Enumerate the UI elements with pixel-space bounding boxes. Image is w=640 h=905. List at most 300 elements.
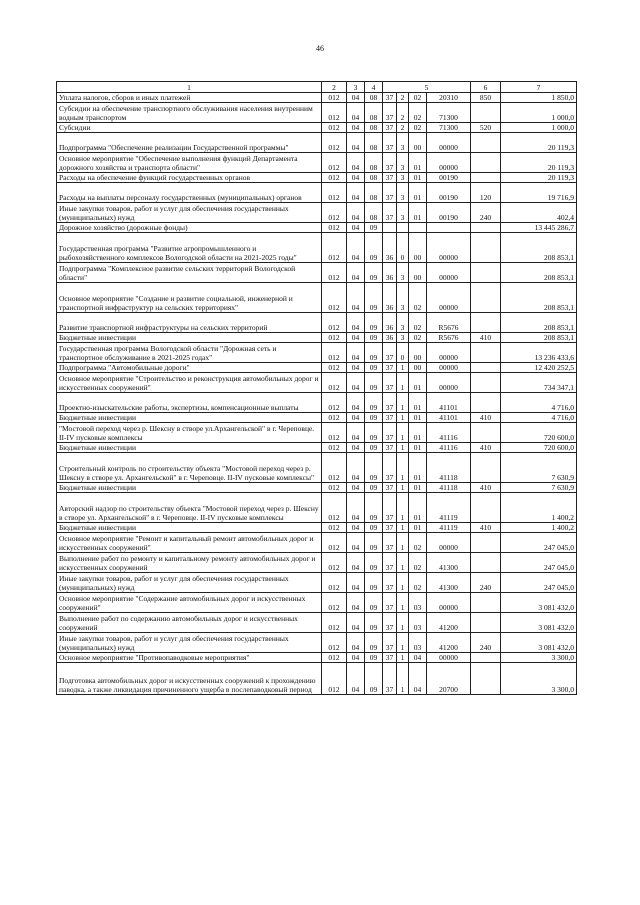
cell-c4: 09 — [365, 343, 383, 363]
cell-c6 — [471, 653, 501, 663]
cell-c7: 1 400,2 — [501, 523, 577, 533]
cell-c3: 04 — [347, 573, 365, 593]
cell-c2: 012 — [322, 93, 347, 103]
cell-c7: 3 300,0 — [501, 653, 577, 663]
cell-p2: 0 — [397, 233, 409, 263]
cell-c7: 13 236 433,6 — [501, 343, 577, 363]
cell-c6 — [471, 663, 501, 695]
cell-p1: 37 — [383, 133, 397, 153]
cell-p4 — [427, 223, 471, 233]
cell-c6 — [471, 373, 501, 393]
cell-p1: 37 — [383, 533, 397, 553]
cell-c7: 3 081 432,0 — [501, 633, 577, 653]
cell-c7: 3 081 432,0 — [501, 593, 577, 613]
cell-p4: 00190 — [427, 173, 471, 183]
cell-c6 — [471, 223, 501, 233]
cell-c3: 04 — [347, 93, 365, 103]
cell-p4: 41200 — [427, 633, 471, 653]
cell-p4: 71300 — [427, 123, 471, 133]
cell-p4: 41101 — [427, 413, 471, 423]
cell-p4: R5676 — [427, 313, 471, 333]
cell-p3: 03 — [409, 613, 427, 633]
cell-p1: 37 — [383, 653, 397, 663]
cell-p2: 3 — [397, 153, 409, 173]
cell-p2: 1 — [397, 613, 409, 633]
cell-c4: 09 — [365, 633, 383, 653]
cell-p3: 00 — [409, 343, 427, 363]
cell-name: Расходы на выплаты персоналу государственных (муниципальных) органов — [57, 183, 322, 203]
cell-p1: 37 — [383, 393, 397, 413]
cell-c6: 850 — [471, 93, 501, 103]
cell-c2: 012 — [322, 593, 347, 613]
cell-c2: 012 — [322, 533, 347, 553]
cell-c7: 1 850,0 — [501, 93, 577, 103]
cell-c2: 012 — [322, 393, 347, 413]
cell-p4: 71300 — [427, 103, 471, 123]
cell-c4: 09 — [365, 313, 383, 333]
cell-c7: 208 853,1 — [501, 333, 577, 343]
cell-p1: 37 — [383, 573, 397, 593]
cell-c4: 09 — [365, 653, 383, 663]
table-row — [57, 573, 577, 593]
cell-name: Государственная программа "Развитие агропромышленного и рыбохозяйственного комплексов Вологодской области на 2021-2025 годы" — [57, 233, 322, 263]
cell-p4: 20700 — [427, 663, 471, 695]
cell-p1: 37 — [383, 483, 397, 493]
cell-p2: 1 — [397, 593, 409, 613]
cell-c6 — [471, 173, 501, 183]
cell-c3: 04 — [347, 133, 365, 153]
cell-c4: 09 — [365, 573, 383, 593]
cell-p3: 03 — [409, 633, 427, 653]
cell-c7: 208 853,1 — [501, 233, 577, 263]
cell-name: Субсидии — [57, 123, 322, 133]
cell-p2: 2 — [397, 123, 409, 133]
cell-p3: 00 — [409, 363, 427, 373]
cell-p2: 1 — [397, 363, 409, 373]
cell-c4: 08 — [365, 203, 383, 223]
cell-p1: 37 — [383, 553, 397, 573]
cell-c6 — [471, 103, 501, 123]
table-row — [57, 283, 577, 313]
cell-p3: 00 — [409, 233, 427, 263]
cell-c3: 04 — [347, 343, 365, 363]
cell-p3: 02 — [409, 313, 427, 333]
cell-c3: 04 — [347, 373, 365, 393]
table-row — [57, 173, 577, 183]
cell-c2: 012 — [322, 523, 347, 533]
cell-c3: 04 — [347, 443, 365, 453]
cell-p3: 03 — [409, 593, 427, 613]
cell-p3: 02 — [409, 283, 427, 313]
cell-c6: 410 — [471, 413, 501, 423]
cell-c6 — [471, 133, 501, 153]
cell-p3 — [409, 223, 427, 233]
cell-p1: 37 — [383, 103, 397, 123]
cell-c3: 04 — [347, 263, 365, 283]
cell-c4: 08 — [365, 93, 383, 103]
cell-c3: 04 — [347, 423, 365, 443]
cell-p2: 2 — [397, 103, 409, 123]
cell-name: Иные закупки товаров, работ и услуг для обеспечения государственных (муниципальных) нужд — [57, 633, 322, 653]
cell-c4: 09 — [365, 443, 383, 453]
cell-c4: 09 — [365, 393, 383, 413]
cell-c7: 20 119,3 — [501, 153, 577, 173]
cell-c4: 09 — [365, 523, 383, 533]
table-row — [57, 483, 577, 493]
cell-p2: 1 — [397, 413, 409, 423]
cell-c6: 120 — [471, 183, 501, 203]
cell-c6 — [471, 493, 501, 523]
cell-c7: 3 081 432,0 — [501, 613, 577, 633]
cell-p3: 01 — [409, 153, 427, 173]
cell-p1: 37 — [383, 343, 397, 363]
cell-name: Авторский надзор по строительству объекта "Мостовой переход через р. Шексну в створе ул. Архангельской" в г. Череповце. II-IV пусковые комплексы — [57, 493, 322, 523]
cell-p4: 41101 — [427, 393, 471, 413]
cell-p1: 37 — [383, 173, 397, 183]
cell-p2: 1 — [397, 663, 409, 695]
cell-c7: 1 400,2 — [501, 493, 577, 523]
cell-c3: 04 — [347, 663, 365, 695]
cell-c2: 012 — [322, 663, 347, 695]
cell-c3: 04 — [347, 103, 365, 123]
table-row — [57, 183, 577, 203]
cell-c3: 04 — [347, 223, 365, 233]
cell-c7: 20 119,3 — [501, 133, 577, 153]
cell-name: "Мостовой переход через р. Шексну в створе ул.Архангельской" в г. Череповце. II-IV пусковые комплексы — [57, 423, 322, 443]
cell-c7: 247 045,0 — [501, 553, 577, 573]
cell-c7: 247 045,0 — [501, 573, 577, 593]
cell-p3: 01 — [409, 493, 427, 523]
cell-name: Проектно-изыскательские работы, экспертизы, компенсационные выплаты — [57, 393, 322, 413]
cell-c6 — [471, 593, 501, 613]
cell-p3: 01 — [409, 453, 427, 483]
table-row — [57, 443, 577, 453]
cell-c3: 04 — [347, 363, 365, 373]
cell-c6: 410 — [471, 333, 501, 343]
cell-p3: 02 — [409, 333, 427, 343]
cell-c4: 09 — [365, 363, 383, 373]
table-row — [57, 153, 577, 173]
column-header: 6 — [471, 82, 501, 93]
cell-p1: 37 — [383, 363, 397, 373]
cell-c7: 720 600,0 — [501, 423, 577, 443]
cell-c4: 09 — [365, 223, 383, 233]
cell-c7: 1 000,0 — [501, 123, 577, 133]
cell-p4: 41119 — [427, 523, 471, 533]
column-header: 3 — [347, 82, 365, 93]
table-row — [57, 553, 577, 573]
cell-p2: 3 — [397, 333, 409, 343]
cell-p2: 3 — [397, 133, 409, 153]
cell-c2: 012 — [322, 413, 347, 423]
cell-p3: 01 — [409, 443, 427, 453]
cell-c2: 012 — [322, 573, 347, 593]
column-header: 4 — [365, 82, 383, 93]
cell-p1: 37 — [383, 183, 397, 203]
cell-c2: 012 — [322, 313, 347, 333]
cell-p4: 41118 — [427, 453, 471, 483]
table-row — [57, 593, 577, 613]
table-row — [57, 423, 577, 443]
cell-p1: 37 — [383, 613, 397, 633]
cell-p2: 3 — [397, 183, 409, 203]
cell-c2: 012 — [322, 153, 347, 173]
table-row — [57, 413, 577, 423]
table-row — [57, 653, 577, 663]
cell-c4: 08 — [365, 123, 383, 133]
cell-c2: 012 — [322, 613, 347, 633]
cell-c7: 4 716,0 — [501, 393, 577, 413]
cell-name: Бюджетные инвестиции — [57, 333, 322, 343]
cell-p2: 0 — [397, 343, 409, 363]
cell-c6 — [471, 393, 501, 413]
cell-p1 — [383, 223, 397, 233]
cell-p1: 37 — [383, 93, 397, 103]
cell-p3: 02 — [409, 103, 427, 123]
column-header: 1 — [57, 82, 322, 93]
cell-c3: 04 — [347, 333, 365, 343]
table-row — [57, 103, 577, 123]
cell-c4: 09 — [365, 283, 383, 313]
table-row — [57, 613, 577, 633]
cell-c2: 012 — [322, 633, 347, 653]
cell-c6: 240 — [471, 633, 501, 653]
cell-p4: 41116 — [427, 443, 471, 453]
cell-c2: 012 — [322, 233, 347, 263]
cell-c2: 012 — [322, 103, 347, 123]
cell-p4: 41119 — [427, 493, 471, 523]
cell-c3: 04 — [347, 413, 365, 423]
cell-p4: R5676 — [427, 333, 471, 343]
cell-p1: 37 — [383, 593, 397, 613]
cell-c2: 012 — [322, 423, 347, 443]
cell-p4: 41300 — [427, 573, 471, 593]
cell-c6: 240 — [471, 203, 501, 223]
cell-c7: 13 445 286,7 — [501, 223, 577, 233]
cell-p1: 37 — [383, 203, 397, 223]
table-row — [57, 493, 577, 523]
cell-name: Основное мероприятие "Ремонт и капитальный ремонт автомобильных дорог и искусственных сооружений" — [57, 533, 322, 553]
cell-p4: 41200 — [427, 613, 471, 633]
cell-p1: 36 — [383, 233, 397, 263]
cell-p2: 1 — [397, 653, 409, 663]
cell-c4: 09 — [365, 493, 383, 523]
cell-name: Иные закупки товаров, работ и услуг для обеспечения государственных (муниципальных) нужд — [57, 203, 322, 223]
cell-name: Основное мероприятие "Создание и развитие социальной, инженерной и транспортной инфраструктур на сельских территориях" — [57, 283, 322, 313]
cell-p4: 00000 — [427, 283, 471, 313]
cell-p1: 37 — [383, 153, 397, 173]
cell-p3: 02 — [409, 573, 427, 593]
cell-c4: 09 — [365, 483, 383, 493]
cell-c3: 04 — [347, 173, 365, 183]
cell-name: Выполнение работ по ремонту и капитальному ремонту автомобильных дорог и искусственных сооружений — [57, 553, 322, 573]
cell-c7: 1 000,0 — [501, 103, 577, 123]
cell-p2: 1 — [397, 443, 409, 453]
cell-p3: 00 — [409, 133, 427, 153]
cell-c3: 04 — [347, 233, 365, 263]
cell-c3: 04 — [347, 153, 365, 173]
table-row — [57, 393, 577, 413]
cell-c3: 04 — [347, 613, 365, 633]
cell-c3: 04 — [347, 453, 365, 483]
cell-name: Основное мероприятие "Содержание автомобильных дорог и искусственных сооружений" — [57, 593, 322, 613]
cell-c6: 410 — [471, 523, 501, 533]
column-header: 5 — [383, 82, 471, 93]
cell-c4: 09 — [365, 453, 383, 483]
cell-c7: 734 347,1 — [501, 373, 577, 393]
cell-c2: 012 — [322, 183, 347, 203]
cell-p4: 00000 — [427, 373, 471, 393]
cell-p2: 3 — [397, 283, 409, 313]
cell-p4: 20310 — [427, 93, 471, 103]
cell-c2: 012 — [322, 123, 347, 133]
cell-p3: 01 — [409, 483, 427, 493]
table-row — [57, 453, 577, 483]
cell-p4: 00190 — [427, 203, 471, 223]
table-row — [57, 533, 577, 553]
cell-c7: 208 853,1 — [501, 263, 577, 283]
cell-p4: 00000 — [427, 343, 471, 363]
cell-c6 — [471, 423, 501, 443]
cell-p2: 1 — [397, 453, 409, 483]
cell-p4: 41300 — [427, 553, 471, 573]
cell-name: Основное мероприятие "Обеспечение выполнения функций Департамента дорожного хозяйства и транспорта области" — [57, 153, 322, 173]
cell-c4: 09 — [365, 233, 383, 263]
table-row — [57, 123, 577, 133]
cell-p2: 1 — [397, 533, 409, 553]
cell-c7: 7 630,9 — [501, 483, 577, 493]
table-body — [57, 93, 577, 695]
table-row — [57, 663, 577, 695]
cell-p2: 1 — [397, 523, 409, 533]
cell-c4: 09 — [365, 533, 383, 553]
cell-p1: 37 — [383, 523, 397, 533]
cell-p2: 3 — [397, 173, 409, 183]
cell-p2: 3 — [397, 263, 409, 283]
cell-c4: 09 — [365, 423, 383, 443]
cell-c3: 04 — [347, 533, 365, 553]
cell-c7: 720 600,0 — [501, 443, 577, 453]
cell-name: Бюджетные инвестиции — [57, 443, 322, 453]
cell-c4: 09 — [365, 593, 383, 613]
cell-p1: 36 — [383, 283, 397, 313]
cell-p1: 37 — [383, 453, 397, 483]
cell-p4: 00000 — [427, 153, 471, 173]
table-row — [57, 223, 577, 233]
cell-p4: 00000 — [427, 593, 471, 613]
cell-c2: 012 — [322, 553, 347, 573]
table-row — [57, 363, 577, 373]
cell-c4: 09 — [365, 413, 383, 423]
cell-c6 — [471, 263, 501, 283]
table-row — [57, 523, 577, 533]
cell-c6 — [471, 153, 501, 173]
cell-p3: 01 — [409, 423, 427, 443]
cell-p2: 3 — [397, 313, 409, 333]
table-row — [57, 133, 577, 153]
cell-p2: 2 — [397, 93, 409, 103]
cell-c4: 09 — [365, 373, 383, 393]
cell-p3: 01 — [409, 523, 427, 533]
cell-p2: 3 — [397, 203, 409, 223]
page-number: 46 — [316, 44, 324, 53]
cell-c2: 012 — [322, 263, 347, 283]
cell-c2: 012 — [322, 283, 347, 313]
cell-c6 — [471, 313, 501, 333]
table-row — [57, 633, 577, 653]
cell-p4: 00000 — [427, 263, 471, 283]
table-row — [57, 343, 577, 363]
cell-c2: 012 — [322, 493, 347, 523]
cell-c2: 012 — [322, 453, 347, 483]
cell-p4: 00190 — [427, 183, 471, 203]
cell-name: Бюджетные инвестиции — [57, 413, 322, 423]
cell-c3: 04 — [347, 483, 365, 493]
cell-c6 — [471, 343, 501, 363]
cell-name: Выполнение работ по содержанию автомобильных дорог и искусственных сооружений — [57, 613, 322, 633]
cell-c3: 04 — [347, 493, 365, 523]
cell-p3: 02 — [409, 533, 427, 553]
cell-p1: 37 — [383, 123, 397, 133]
cell-c7: 208 853,1 — [501, 313, 577, 333]
cell-p3: 02 — [409, 553, 427, 573]
cell-p3: 01 — [409, 413, 427, 423]
cell-c4: 09 — [365, 663, 383, 695]
cell-c4: 09 — [365, 263, 383, 283]
cell-c4: 09 — [365, 333, 383, 343]
cell-name: Субсидии на обеспечение транспортного обслуживания населения внутренним водным транспортом — [57, 103, 322, 123]
cell-c3: 04 — [347, 123, 365, 133]
cell-name: Бюджетные инвестиции — [57, 523, 322, 533]
cell-name: Государственная программа Вологодской области "Дорожная сеть и транспортное обслуживание в 2021-2025 годах" — [57, 343, 322, 363]
cell-c6: 410 — [471, 443, 501, 453]
cell-c2: 012 — [322, 223, 347, 233]
cell-p1: 36 — [383, 333, 397, 343]
budget-table — [56, 81, 577, 695]
cell-p3: 01 — [409, 173, 427, 183]
cell-c2: 012 — [322, 173, 347, 183]
cell-c2: 012 — [322, 443, 347, 453]
cell-c6: 520 — [471, 123, 501, 133]
cell-name: Подпрограмма "Обеспечение реализации Государственной программы" — [57, 133, 322, 153]
cell-p1: 37 — [383, 493, 397, 523]
cell-p4: 00000 — [427, 363, 471, 373]
cell-p2: 1 — [397, 553, 409, 573]
cell-c2: 012 — [322, 363, 347, 373]
cell-c7: 7 630,9 — [501, 453, 577, 483]
cell-c3: 04 — [347, 203, 365, 223]
table-header — [57, 82, 577, 93]
cell-c2: 012 — [322, 343, 347, 363]
cell-p4: 00000 — [427, 233, 471, 263]
cell-name: Основное мероприятие "Строительство и реконструкция автомобильных дорог и искусственных сооружений" — [57, 373, 322, 393]
cell-name: Дорожное хозяйство (дорожные фонды) — [57, 223, 322, 233]
cell-p1: 36 — [383, 313, 397, 333]
cell-name: Строительный контроль по строительству объекта "Мостовой переход через р. Шексну в створе ул. Архангельской" в г. Череповце. II-IV пусковые комплексы" — [57, 453, 322, 483]
cell-c2: 012 — [322, 133, 347, 153]
cell-p3: 01 — [409, 373, 427, 393]
cell-c7: 4 716,0 — [501, 413, 577, 423]
cell-p3: 04 — [409, 663, 427, 695]
table-row — [57, 263, 577, 283]
cell-name: Подпрограмма "Комплексное развитие сельских территорий Вологодской области" — [57, 263, 322, 283]
cell-c3: 04 — [347, 523, 365, 533]
cell-p1: 37 — [383, 663, 397, 695]
table-row — [57, 233, 577, 263]
cell-p2: 1 — [397, 493, 409, 523]
cell-c4: 09 — [365, 553, 383, 573]
cell-c3: 04 — [347, 313, 365, 333]
